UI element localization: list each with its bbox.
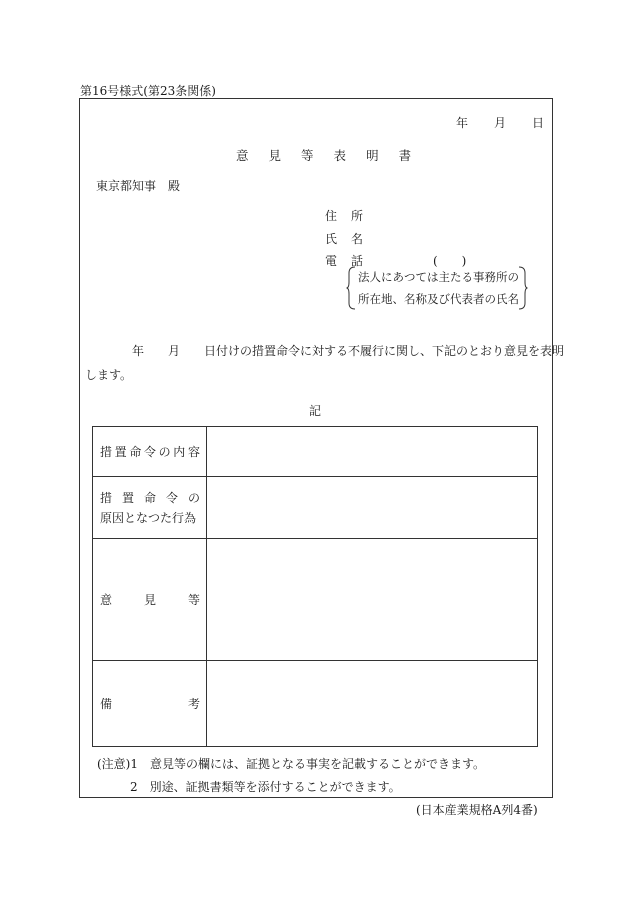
order-cause-field[interactable]: [207, 477, 538, 539]
document-title: 意 見 等 表 明 書: [236, 148, 412, 163]
phone-label: 電 話: [325, 254, 364, 268]
order-content-field[interactable]: [207, 427, 538, 477]
order-cause-label: 措 置 命 令 の 原因となつた行為: [93, 477, 207, 539]
opinion-label: 意 見 等: [93, 539, 207, 661]
table-row: [93, 477, 538, 539]
name-label: 氏 名: [325, 232, 364, 246]
note-2: 2 別途、証拠書類等を添付することができます。: [130, 780, 401, 794]
details-table: [92, 426, 538, 747]
body-text-line1: 年 月 日付けの措置命令に対する不履行に関し、下記のとおり意見を表明: [132, 344, 565, 358]
addressee: 東京都知事 殿: [96, 179, 181, 193]
table-row: [93, 427, 538, 477]
paper-size-note: (日本産業規格A列4番): [416, 803, 538, 817]
ki-heading: 記: [309, 404, 322, 418]
address-label: 住 所: [325, 209, 364, 223]
date-month: 月: [494, 116, 507, 130]
remarks-field[interactable]: [207, 661, 538, 747]
body-text-line2: します。: [85, 368, 133, 382]
table-row: [93, 539, 538, 661]
date-year: 年: [456, 116, 469, 130]
order-content-label: 措 置 命 令 の 内 容: [93, 427, 207, 477]
opinion-field[interactable]: [207, 539, 538, 661]
date-day: 日: [532, 116, 545, 130]
remarks-label: 備 考: [93, 661, 207, 747]
phone-parentheses: ( ): [433, 254, 467, 268]
note-1: (注意)1 意見等の欄には、証拠となる事実を記載することができます。: [97, 757, 486, 771]
form-number-label: 第16号様式(第23条関係): [80, 84, 216, 98]
corporate-note-line1: 法人にあつては主たる事務所の: [358, 270, 519, 284]
date-line: [456, 114, 544, 131]
corporate-note-line2: 所在地、名称及び代表者の氏名: [358, 292, 519, 306]
table-row: [93, 661, 538, 747]
